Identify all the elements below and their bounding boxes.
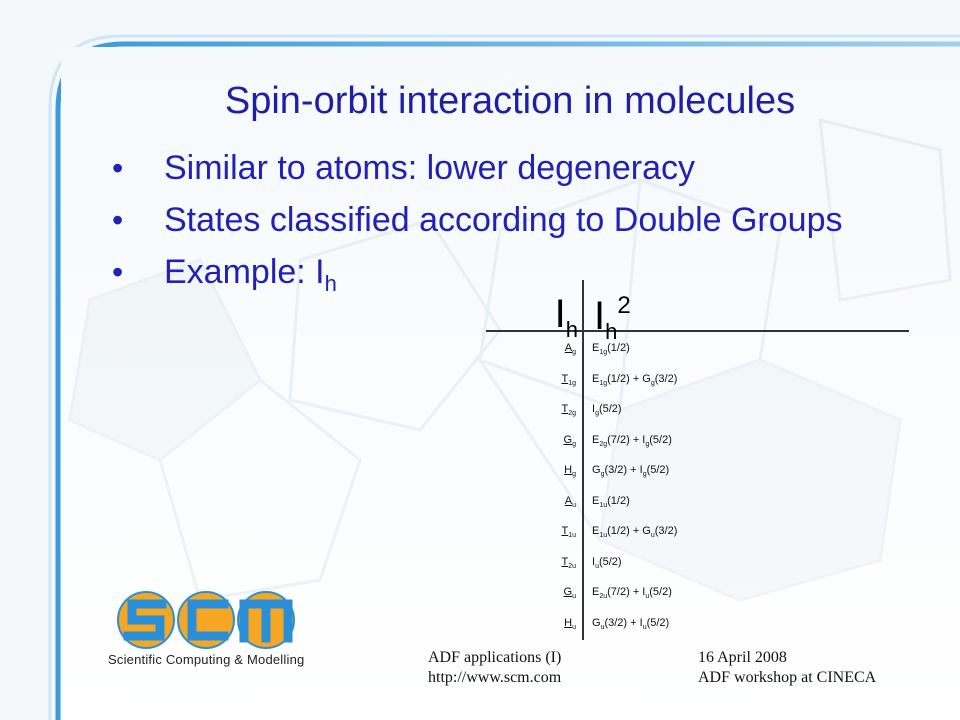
footer-right — [698, 648, 876, 688]
table-header-double-group: $I_h^2$ — [594, 292, 631, 344]
irrep-label: $H_g$ — [564, 464, 576, 478]
table-row — [486, 373, 911, 393]
footer-event: ADF workshop at CINECA — [698, 669, 877, 686]
irrep-label: $T_{2u}$ — [561, 555, 576, 570]
double-group-decomposition: $E_{2u}(7/2) + I_u(5/2)$ — [592, 586, 672, 600]
irrep-label: $A_g$ — [564, 342, 576, 356]
table-row — [486, 495, 911, 515]
irrep-label: $A_u$ — [564, 494, 576, 509]
double-group-decomposition: $E_{1u}(1/2)$ — [592, 494, 630, 509]
double-group-decomposition: $E_{2g}(7/2) + I_g(5/2)$ — [592, 433, 672, 448]
footer-presentation-title: ADF applications (I) — [428, 649, 562, 666]
table-row — [486, 434, 911, 454]
bullet-dot-icon: • — [112, 254, 124, 290]
bullet-item — [112, 200, 872, 240]
bullet-text: Example: I — [164, 253, 325, 291]
bullet-dot-icon: • — [112, 150, 124, 186]
irrep-label: $T_{1u}$ — [561, 525, 576, 539]
logo-caption: Scientific Computing & Modelling — [108, 652, 305, 667]
double-group-decomposition: $E_{1u}(1/2) + G_u(3/2)$ — [592, 525, 678, 539]
bullet-text: Similar to atoms: lower degeneracy — [164, 149, 696, 187]
irrep-label: $T_{2g}$ — [561, 403, 576, 417]
table-row — [486, 464, 911, 484]
footer-date: 16 April 2008 — [698, 649, 787, 666]
bullet-text: States classified according to Double Groups — [164, 201, 843, 239]
table-header-point-group: $I_h$ — [554, 292, 578, 342]
double-group-decomposition: $G_g(3/2) + I_g(5/2)$ — [592, 464, 670, 478]
table-row — [486, 342, 911, 362]
bullet-item — [112, 148, 872, 188]
table-row — [486, 556, 911, 576]
footer-left — [428, 648, 561, 688]
double-group-decomposition: $E_{1g}(1/2)$ — [592, 342, 630, 356]
footer-url: http://www.scm.com — [428, 669, 562, 686]
table-row — [486, 586, 911, 606]
table-row — [486, 525, 911, 545]
double-group-decomposition: $I_g(5/2)$ — [592, 403, 622, 417]
double-group-decomposition: $I_u(5/2)$ — [592, 555, 622, 570]
irrep-label: $G_u$ — [563, 586, 576, 600]
table-row — [486, 403, 911, 423]
table-row — [486, 617, 911, 637]
irrep-label: $H_u$ — [564, 616, 576, 631]
double-group-table — [486, 280, 911, 640]
double-group-decomposition: $E_{1g}(1/2) + G_g(3/2)$ — [592, 372, 678, 387]
irrep-label: $G_g$ — [563, 433, 576, 448]
irrep-label: $T_{1g}$ — [561, 372, 576, 387]
double-group-decomposition: $G_u(3/2) + I_u(5/2)$ — [592, 616, 670, 631]
slide-title: Spin-orbit interaction in molecules — [224, 80, 796, 122]
bullet-dot-icon: • — [112, 202, 124, 238]
bullet-subscript: h — [324, 271, 337, 296]
